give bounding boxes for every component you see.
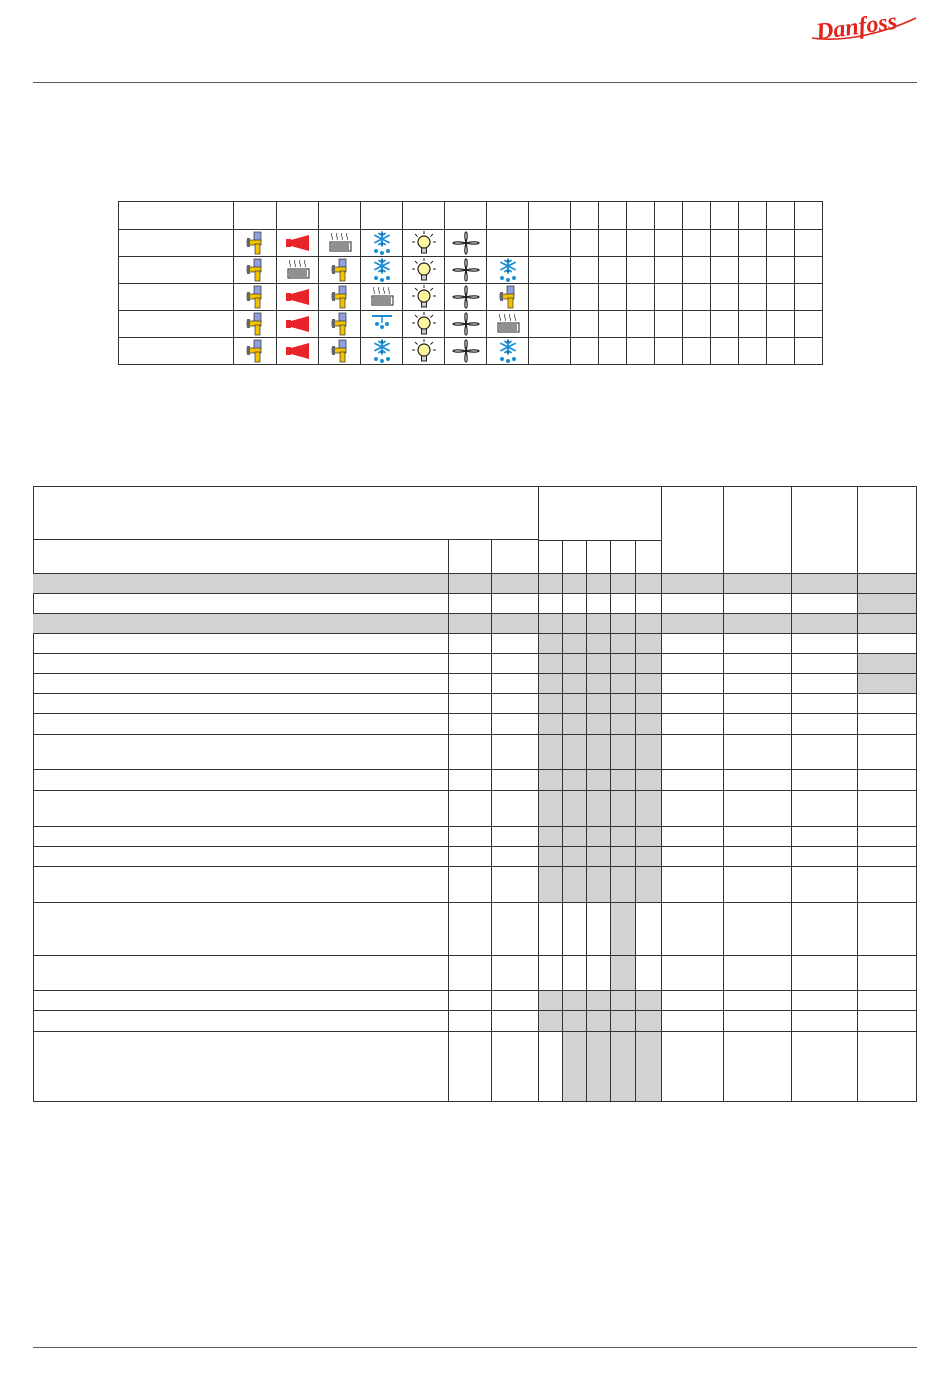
column-divider [857, 486, 858, 1101]
icon-cell [319, 284, 361, 311]
column-divider [723, 486, 724, 1101]
fan-icon [445, 312, 486, 336]
empty-cell [739, 284, 767, 311]
icon-cell [487, 311, 529, 338]
alarm-horn-icon [277, 315, 318, 333]
row-divider [33, 955, 916, 956]
row-divider [33, 1031, 916, 1032]
icon-cell [277, 230, 319, 257]
empty-cell [599, 284, 627, 311]
valve-icon [234, 339, 276, 363]
icon-cell [403, 311, 445, 338]
icon-cell [234, 338, 277, 365]
column-divider [538, 486, 539, 1101]
row-divider [33, 673, 916, 674]
empty-cell [739, 257, 767, 284]
header-cell [119, 202, 234, 230]
column-divider [491, 539, 492, 1101]
column-block-shade [562, 1031, 661, 1101]
heater-icon [319, 232, 360, 254]
icon-cell [361, 311, 403, 338]
empty-cell [571, 311, 599, 338]
header-cell [319, 202, 361, 230]
empty-cell [627, 257, 655, 284]
header-cell [599, 202, 627, 230]
empty-cell [711, 284, 739, 311]
icon-cell [277, 284, 319, 311]
logo-text: Danfoss [814, 8, 899, 46]
row-label-cell [119, 284, 234, 311]
header-cell [234, 202, 277, 230]
icon-cell [319, 257, 361, 284]
empty-cell [739, 338, 767, 365]
empty-cell [529, 338, 571, 365]
icon-cell [361, 338, 403, 365]
row-divider [33, 693, 916, 694]
row-label-cell [119, 338, 234, 365]
icon-cell [361, 230, 403, 257]
empty-cell [767, 284, 795, 311]
icon-cell [403, 257, 445, 284]
row-divider [33, 573, 916, 574]
icon-cell [361, 284, 403, 311]
valve-icon [319, 312, 360, 336]
row-divider [33, 990, 916, 991]
valve-icon [487, 285, 528, 309]
light-bulb-icon [403, 258, 444, 282]
header-cell [571, 202, 599, 230]
empty-cell [655, 338, 683, 365]
icon-cell [403, 230, 445, 257]
header-cell [277, 202, 319, 230]
section-row-shade [33, 573, 916, 593]
empty-cell [683, 257, 711, 284]
table-row [119, 311, 823, 338]
empty-cell [683, 311, 711, 338]
icon-cell [234, 284, 277, 311]
empty-cell [571, 230, 599, 257]
table-row [119, 284, 823, 311]
header-cell [683, 202, 711, 230]
drip-tray-icon [361, 313, 402, 335]
alarm-horn-icon [277, 234, 318, 252]
icon-cell [277, 338, 319, 365]
fan-icon [445, 258, 486, 282]
icon-cell [445, 284, 487, 311]
light-bulb-icon [403, 339, 444, 363]
empty-cell [795, 284, 823, 311]
section-row-shade [33, 613, 916, 633]
row-divider [33, 734, 916, 735]
fan-icon [445, 339, 486, 363]
header-cell [767, 202, 795, 230]
snowflake-drip-icon [361, 231, 402, 255]
icon-cell [487, 257, 529, 284]
empty-cell [529, 257, 571, 284]
light-bulb-icon [403, 231, 444, 255]
empty-cell [599, 230, 627, 257]
valve-icon [234, 312, 276, 336]
row-divider [33, 826, 916, 827]
icon-cell [487, 338, 529, 365]
header-cell [739, 202, 767, 230]
icon-cell [403, 338, 445, 365]
danfoss-logo [808, 8, 920, 46]
table-row [119, 338, 823, 365]
icon-cell [361, 257, 403, 284]
icon-cell [234, 311, 277, 338]
header-cell [487, 202, 529, 230]
header-cell [795, 202, 823, 230]
header-cell [655, 202, 683, 230]
light-bulb-icon [403, 285, 444, 309]
empty-cell [599, 257, 627, 284]
row-label-cell [119, 257, 234, 284]
row-label-cell [119, 230, 234, 257]
empty-cell [767, 311, 795, 338]
header-cell [403, 202, 445, 230]
empty-cell [627, 284, 655, 311]
empty-cell [767, 257, 795, 284]
header-cell [361, 202, 403, 230]
snowflake-drip-icon [361, 258, 402, 282]
icon-cell [445, 230, 487, 257]
icon-cell [234, 257, 277, 284]
icon-cell [487, 284, 529, 311]
snowflake-drip-icon [361, 339, 402, 363]
output-icon-table [118, 201, 823, 365]
empty-cell [627, 230, 655, 257]
icon-cell [319, 311, 361, 338]
row-divider [33, 633, 916, 634]
empty-cell [683, 230, 711, 257]
parameter-table [33, 486, 917, 1102]
column-divider [635, 540, 636, 1101]
header-divider [33, 539, 538, 540]
empty-cell [739, 230, 767, 257]
empty-cell [795, 338, 823, 365]
icon-cell [319, 338, 361, 365]
row-divider [33, 713, 916, 714]
empty-cell [711, 257, 739, 284]
valve-icon [319, 285, 360, 309]
icon-cell [277, 257, 319, 284]
row-divider [33, 1010, 916, 1011]
header-rule [33, 82, 917, 83]
empty-cell [529, 230, 571, 257]
empty-cell [711, 230, 739, 257]
row-divider [33, 846, 916, 847]
column-divider [562, 540, 563, 1101]
valve-icon [234, 285, 276, 309]
empty-cell [571, 257, 599, 284]
cell-shade [857, 593, 916, 613]
alarm-horn-icon [277, 288, 318, 306]
empty-cell [529, 311, 571, 338]
valve-icon [319, 258, 360, 282]
row-divider [33, 790, 916, 791]
empty-cell [529, 284, 571, 311]
row-divider [33, 613, 916, 614]
empty-cell [655, 257, 683, 284]
empty-cell [655, 230, 683, 257]
empty-cell [487, 230, 529, 257]
empty-cell [627, 338, 655, 365]
empty-cell [655, 311, 683, 338]
empty-cell [599, 311, 627, 338]
empty-cell [655, 284, 683, 311]
icon-cell [319, 230, 361, 257]
empty-cell [739, 311, 767, 338]
icon-cell [445, 338, 487, 365]
header-cell [711, 202, 739, 230]
empty-cell [795, 257, 823, 284]
empty-cell [571, 284, 599, 311]
light-bulb-icon [403, 312, 444, 336]
header-cell [627, 202, 655, 230]
row-divider [33, 769, 916, 770]
column-divider [661, 486, 662, 1101]
icon-cell [403, 284, 445, 311]
snowflake-drip-icon [487, 258, 528, 282]
table-row [119, 257, 823, 284]
heater-icon [277, 259, 318, 281]
header-cell [529, 202, 571, 230]
valve-icon [234, 231, 276, 255]
valve-icon [234, 258, 276, 282]
alarm-horn-icon [277, 342, 318, 360]
empty-cell [795, 311, 823, 338]
column-divider [448, 539, 449, 1101]
table-header-row [119, 202, 823, 230]
empty-cell [627, 311, 655, 338]
icon-cell [445, 257, 487, 284]
row-divider [33, 866, 916, 867]
empty-cell [767, 338, 795, 365]
header-cell [445, 202, 487, 230]
empty-cell [571, 338, 599, 365]
empty-cell [795, 230, 823, 257]
row-divider [33, 593, 916, 594]
icon-cell [277, 311, 319, 338]
column-divider [791, 486, 792, 1101]
heater-icon [487, 313, 528, 335]
empty-cell [683, 338, 711, 365]
icon-cell [445, 311, 487, 338]
valve-icon [319, 339, 360, 363]
row-label-cell [119, 311, 234, 338]
column-divider [586, 540, 587, 1101]
table-row [119, 230, 823, 257]
empty-cell [683, 284, 711, 311]
empty-cell [599, 338, 627, 365]
header-divider [538, 540, 661, 541]
fan-icon [445, 231, 486, 255]
row-divider [33, 653, 916, 654]
column-block-shade [610, 902, 635, 990]
icon-cell [234, 230, 277, 257]
heater-icon [361, 286, 402, 308]
column-divider [610, 540, 611, 1101]
footer-rule [33, 1347, 917, 1348]
empty-cell [767, 230, 795, 257]
empty-cell [711, 311, 739, 338]
empty-cell [711, 338, 739, 365]
row-divider [33, 902, 916, 903]
snowflake-drip-icon [487, 339, 528, 363]
fan-icon [445, 285, 486, 309]
